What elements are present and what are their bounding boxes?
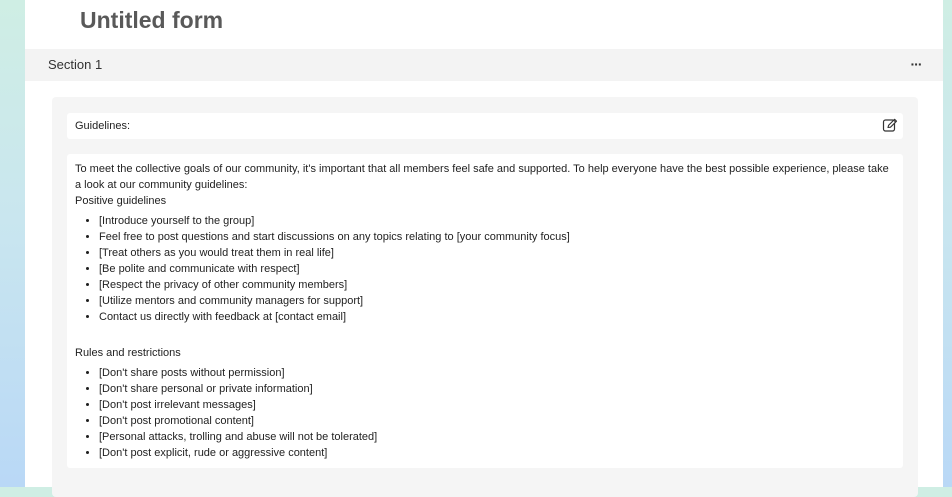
more-options-button[interactable]: ··· <box>905 54 927 74</box>
list-item: • Contact us directly with feedback at [contact email] <box>99 309 895 325</box>
positive-guidelines-list <box>75 213 895 325</box>
intro-text: To meet the collective goals of our community, it's important that all members feel safe and supported. To help everyone have the best possible experience, please take a look at our community guidelines: <box>75 163 889 191</box>
rules-heading: Rules and restrictions <box>75 347 181 359</box>
section-title[interactable]: Section 1 <box>48 57 103 72</box>
positive-guidelines-heading: Positive guidelines <box>75 195 167 207</box>
list-item: • [Don't share posts without permission] <box>99 365 895 381</box>
question-card[interactable] <box>52 97 918 497</box>
list-item: • [Don't share personal or private information] <box>99 381 895 397</box>
form-title[interactable]: Untitled form <box>80 7 224 33</box>
list-item: • [Treat others as you would treat them in real life] <box>99 245 895 261</box>
list-item: • [Utilize mentors and community managers for support] <box>99 293 895 309</box>
edit-note-icon-graphic <box>881 117 899 135</box>
rules-list <box>75 365 895 461</box>
list-item: • [Don't post promotional content] <box>99 413 895 429</box>
form-page <box>25 0 943 487</box>
question-header[interactable] <box>67 113 903 139</box>
section-header <box>25 49 943 81</box>
list-item: • [Introduce yourself to the group] <box>99 213 895 229</box>
edit-note-icon[interactable] <box>881 117 899 135</box>
list-item: • [Don't post irrelevant messages] <box>99 397 895 413</box>
list-item: • [Personal attacks, trolling and abuse will not be tolerated] <box>99 429 895 445</box>
list-item: • [Don't post explicit, rude or aggressive content] <box>99 445 895 461</box>
list-item: • [Be polite and communicate with respect] <box>99 261 895 277</box>
guidelines-content[interactable] <box>67 154 903 468</box>
list-item: • Feel free to post questions and start discussions on any topics relating to [your community focus] <box>99 229 895 245</box>
question-title[interactable]: Guidelines: <box>75 120 131 132</box>
list-item: • [Respect the privacy of other community members] <box>99 277 895 293</box>
